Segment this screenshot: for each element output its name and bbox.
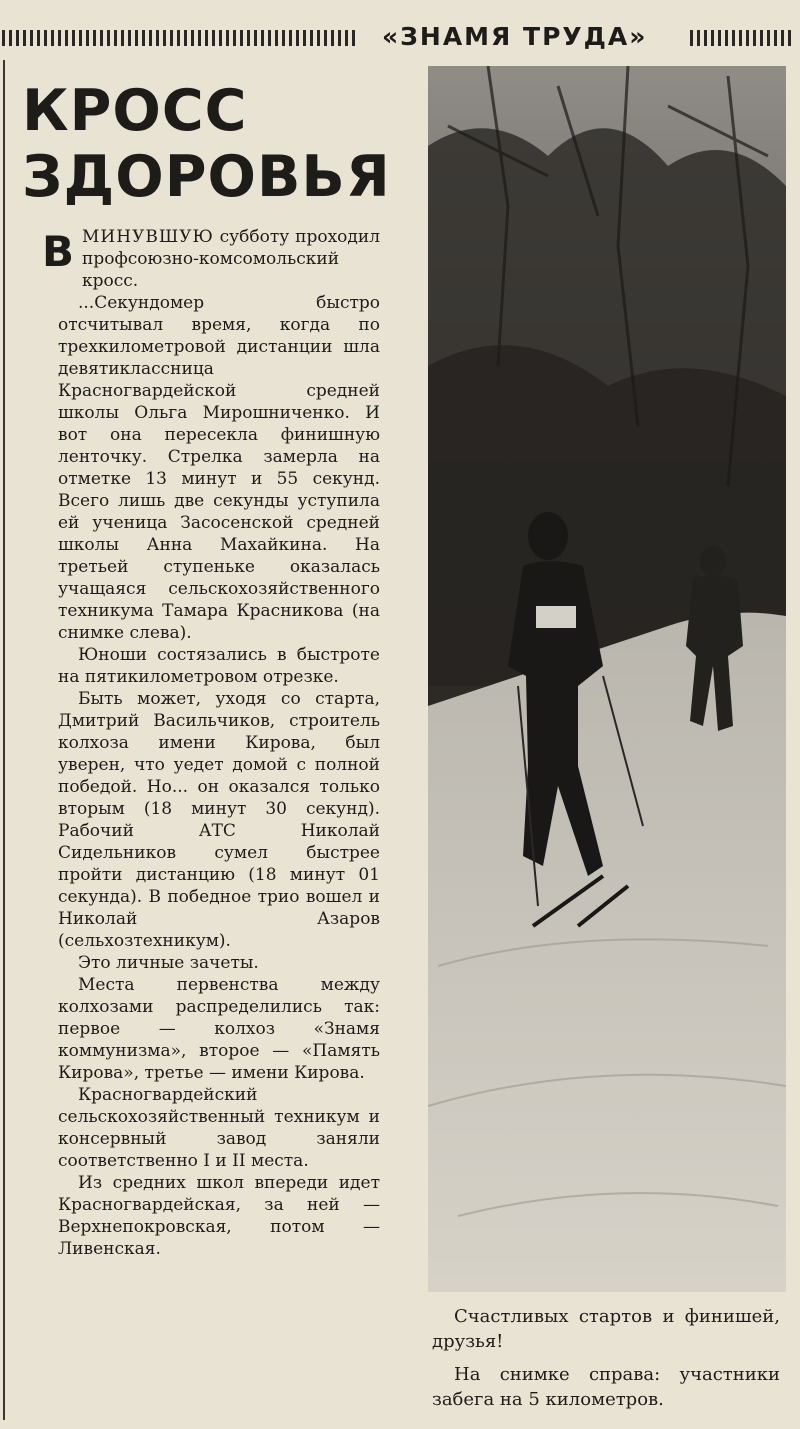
article-paragraph: Красногвардейский сельскохозяйственный техникум и консервный завод заняли соответственно I и II места. — [58, 1085, 380, 1171]
lead-text: субботу проходил профсоюзно-комсомольский кросс. — [82, 227, 380, 291]
article-paragraph: Быть может, уходя со старта, Дмитрий Васильчиков, строитель колхоза имени Кирова, был уверен, что уедет домой с полной победой. Но... он оказался только вторым (18 минут 30 секунд). Рабочий АТС Николай Сидельников сумел быстрее пройти дистанцию (18 минут 01 секунда). В победное трио вошел и Николай Азаров (сельхозтехникум). — [58, 689, 380, 951]
race-photo — [428, 66, 786, 1292]
newspaper-name: «ЗНАМЯ ТРУДА» — [382, 22, 648, 51]
article-lead — [42, 226, 380, 292]
article-paragraph: Из средних школ впереди идет Красногвардейская, за ней — Верхнепокровская, потом — Ливенская. — [58, 1173, 380, 1259]
headline-line-1: КРОСС — [22, 78, 248, 144]
masthead-rule-right — [690, 30, 794, 46]
column-border — [3, 60, 5, 1420]
photo-caption — [432, 1304, 780, 1420]
article-paragraph: Юноши состязались в быстроте на пятикилометровом отрезке. — [58, 645, 380, 687]
article-paragraph: ...Секундомер быстро отсчитывал время, когда по трехкилометровой дистанции шла девятиклассница Красногвардейской средней школы Ольга Мирошниченко. И вот она пересекла финишную ленточку. Стрелка замерла на отметке 13 минут и 55 секунд. Всего лишь две секунды уступила ей ученица Засосенской средней школы Анна Махайкина. На третьей ступеньке оказалась учащаяся сельскохозяйственного техникума Тамара Красникова (на снимке слева). — [58, 293, 380, 643]
article-paragraph: Это личные зачеты. — [78, 953, 259, 973]
caption-line-1: Счастливых стартов и финишей, друзья! — [432, 1306, 780, 1352]
lead-smallcaps: МИНУВШУЮ — [82, 227, 214, 247]
caption-line-2: На снимке справа: участники забега на 5 километров. — [432, 1364, 780, 1410]
article-headline — [22, 78, 402, 210]
article-paragraph: Места первенства между колхозами распределились так: первое — колхоз «Знамя коммунизма», второе — «Память Кирова», третье — имени Кирова. — [58, 975, 380, 1083]
drop-cap: В — [42, 227, 75, 276]
masthead-rule-left — [2, 30, 358, 46]
headline-line-2: ЗДОРОВЬЯ — [22, 144, 391, 210]
article-body — [42, 226, 380, 1260]
